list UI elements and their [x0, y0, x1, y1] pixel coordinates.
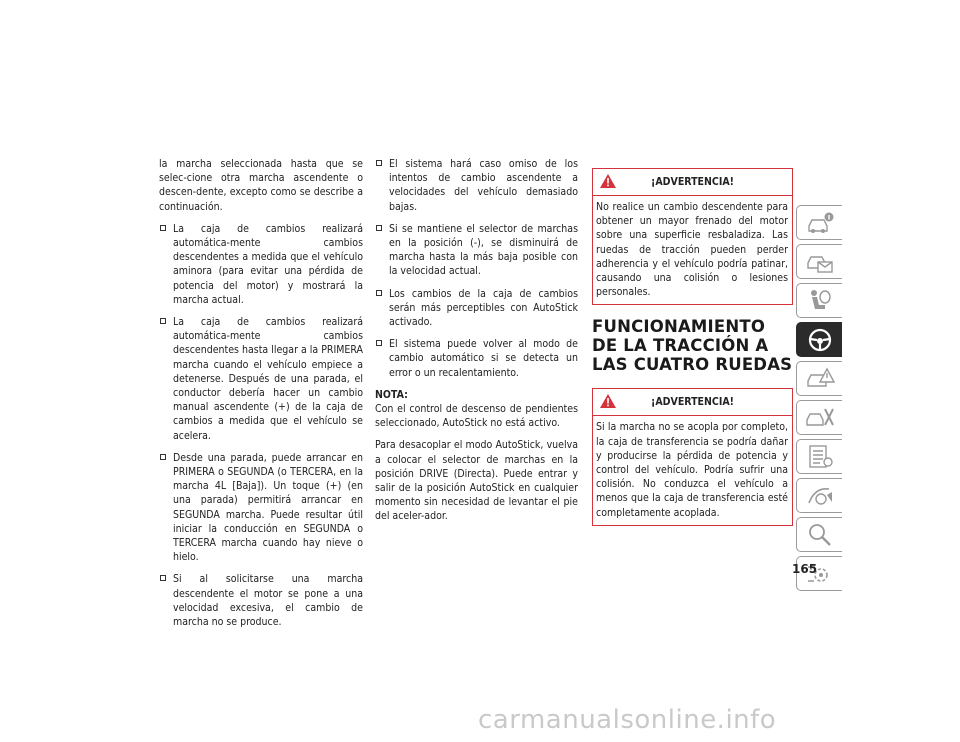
warning-text: Si la marcha no se acopla por completo, la caja de transferencia se podría dañar y producirse la pérdida de potencia y control del vehículo. Podría sufrir una colisión. No conduzca el vehículo a menos que la caja de transferencia esté completamente acoplada.: [596, 421, 788, 519]
list-item: El sistema puede volver al modo de cambio automático si se detecta un error o un recalentamiento.: [375, 337, 578, 380]
warning-box: [592, 168, 793, 305]
text-column-right: [592, 168, 793, 538]
checkbox-bullet-icon: [160, 575, 166, 581]
warning-text: No realice un cambio descendente para obtener un mayor frenado del motor sobre una superficie resbaladiza. Las ruedas de tracción pueden perder adherencia y el vehículo podría patinar, causando una colisión o lesiones personales.: [596, 201, 788, 299]
checkbox-bullet-icon: [160, 225, 166, 231]
section-title: FUNCIONAMIENTO DE LA TRACCIÓN A LAS CUATRO RUEDAS: [592, 317, 793, 375]
car-info-icon: [805, 210, 835, 236]
list-item: Los cambios de la caja de cambios serán más perceptibles con AutoStick activado.: [375, 287, 578, 330]
airbag-seat-icon: [805, 288, 835, 314]
list-item: La caja de cambios realizará automática-mente cambios descendentes a medida que el vehículo aminora (para evitar una pérdida de potencia del motor) y mostrará la marcha actual.: [159, 222, 363, 307]
warning-title: ¡ADVERTENCIA!: [651, 176, 734, 188]
text-column-middle: [375, 157, 578, 532]
checkbox-bullet-icon: [376, 290, 382, 296]
tab-car-info[interactable]: [796, 205, 842, 240]
checkbox-bullet-icon: [376, 225, 382, 231]
tab-car-warning[interactable]: [796, 361, 842, 396]
checkbox-bullet-icon: [376, 160, 382, 166]
warning-header: [593, 389, 792, 416]
intro-paragraph: la marcha seleccionada hasta que se selec-cione otra marcha ascendente o descen-dente, excepto como se describe a continuación.: [159, 158, 363, 213]
autostick-paragraph: Para desacoplar el modo AutoStick, vuelva a colocar el selector de marchas en la posición DRIVE (Directa). Puede entrar y salir de la posición AutoStick en cualquier momento sin necesidad de levantar el pie del aceler-ador.: [375, 439, 578, 523]
car-mail-icon: [805, 249, 835, 275]
warning-header: [593, 169, 792, 196]
chapter-tabs: [796, 205, 842, 595]
warning-triangle-icon: [599, 173, 617, 189]
list-item: Desde una parada, puede arrancar en PRIMERA o SEGUNDA (o TERCERA, en la marcha 4L [Baja]). Un toque (+) (en una parada) permitirá arrancar en SEGUNDA marcha. Puede resultar útil iniciar la conducción en SEGUNDA o TERCERA marcha cuando hay nieve o hielo.: [159, 451, 363, 565]
list-item: Si se mantiene el selector de marchas en la posición (-), se disminuirá de marcha hasta la más baja posible con la velocidad actual.: [375, 222, 578, 279]
list-item: La caja de cambios realizará automática-mente cambios descendentes hasta llegar a la PRIMERA marcha cuando el vehículo empiece a detenerse. Después de una parada, el conductor debería hacer un cambio manual ascendente (+) de la caja de cambios a medida que el vehículo se acelera.: [159, 315, 363, 443]
list-item: Si al solicitarse una marcha descendente el motor se pone a una velocidad excesiva, el cambio de marcha no se produce.: [159, 572, 363, 629]
note-label: NOTA:: [375, 388, 408, 401]
page-number: 165: [792, 562, 818, 576]
checkbox-bullet-icon: [160, 454, 166, 460]
tab-airbag-seat[interactable]: [796, 283, 842, 318]
warning-title: ¡ADVERTENCIA!: [651, 396, 734, 409]
list-item: El sistema hará caso omiso de los intentos de cambio ascendente a velocidades del vehículo demasiado bajas.: [375, 157, 578, 214]
warning-box: [592, 388, 793, 525]
tab-car-tools[interactable]: [796, 400, 842, 435]
media-icon: [805, 483, 835, 509]
watermark: carmanualsonline.info: [478, 705, 777, 735]
tab-checklist[interactable]: [796, 439, 842, 474]
checkbox-bullet-icon: [376, 340, 382, 346]
tab-search[interactable]: [796, 517, 842, 552]
steering-wheel-icon: [805, 327, 835, 353]
tab-driving[interactable]: [796, 322, 842, 357]
tab-car-mail[interactable]: [796, 244, 842, 279]
tab-media[interactable]: [796, 478, 842, 513]
car-warning-icon: [805, 366, 835, 392]
checklist-icon: [805, 444, 835, 470]
text-column-left: [159, 157, 363, 637]
search-icon: [805, 522, 835, 548]
checkbox-bullet-icon: [160, 318, 166, 324]
note-text: Con el control de descenso de pendientes seleccionado, AutoStick no está activo.: [375, 403, 578, 430]
warning-triangle-icon: [599, 393, 617, 409]
car-tools-icon: [805, 405, 835, 431]
